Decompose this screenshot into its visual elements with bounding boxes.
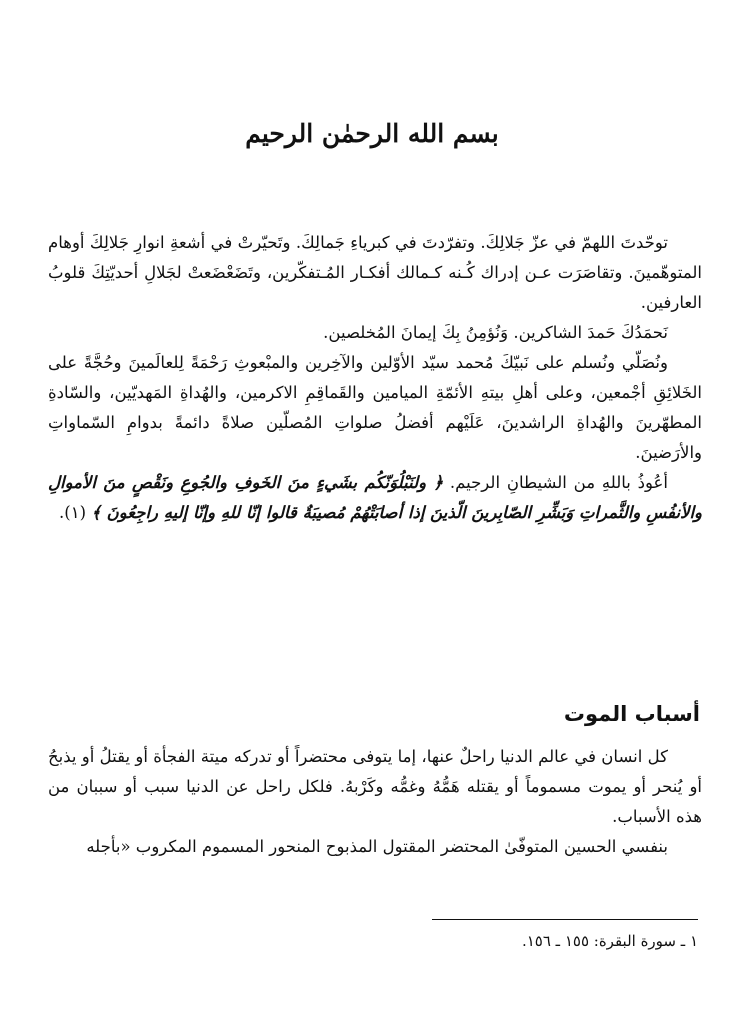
praise-paragraph: نَحمَدُكَ حَمدَ الشاكرين. وَنُؤمِنُ بِكَ إيمانَ المُخلصين. bbox=[323, 323, 668, 342]
section-heading: أسباب الموت bbox=[563, 702, 700, 726]
salutation-paragraph: ونُصَلّي ونُسلم على نَبيّكَ مُحمد سيّد الأوّلين والآخِرين والمبْعوثِ رَحْمَةً لِلعالَمينَ وحُجَّةً على الخَلائِقِ أجْمعين، وعلى أهلِ بيتهِ الأئمّةِ الميامين والقَماقِمِ الاكرمين، والهُداةِ المَهديّين، والسّادةِ المطهّرينَ والهُداةِ الراشدينَ، عَلَيْهم أفضلُ صلواتِ المُصلّين صلاةً دائمةً بدوامِ السّماواتِ والأرَضينَ. bbox=[48, 353, 702, 462]
hussain-paragraph: بنفسي الحسين المتوفّىٰ المحتضر المقتول المذبوح المنحور المسموم المكروب «بأجله bbox=[86, 837, 668, 856]
quran-verse: ﴿ ولنَبْلُوَنّكُم بشَيءٍ منَ الخَوفِ والجُوعِ ونَقْصٍ منَ الأموالِ والأنفُسِ والثَّمراتِ وَبَشِّرِ الصّابِرينَ الّذينَ إذا أصابَتْهُمْ مُصيبَةٌ قالوا إنّا للهِ وإنّا إليهِ راجِعُونَ ﴾ bbox=[48, 473, 702, 522]
footnote-reference: (١). bbox=[59, 503, 86, 522]
opening-praise-paragraph: توحّدتَ اللهمّ في عزّ جَلالِكَ. وتفرّدتَ في كبرياءِ جَمالِكَ. وتَحيّرتْ في أشعةِ انوارِ جَلالِكَ أوهام المتوهّمينَ. وتقاصَرَت عـن إدراك كُـنه كـمالك أفكـار المُـتفكّرين، وتَضَعْضَعتْ لجَلالِ أحديّتِكَ قلوبُ العارفين. bbox=[48, 233, 702, 312]
quran-paragraph bbox=[48, 468, 702, 528]
footnote: ١ ـ سورة البقرة: ١٥٥ ـ ١٥٦. bbox=[521, 932, 698, 950]
causes-paragraph: كل انسان في عالم الدنيا راحلٌ عنها، إما يتوفى محتضراً أو تدركه ميتة الفجأة أو يقتلُ أو يذبحُ أو يُنحر أو يموت مسموماً أو يقتله هَمُّهُ وغمُّه وكَرْبهُ. فلكل راحل عن الدنيا سبب أو سببان من هذه الأسباب. bbox=[48, 747, 702, 826]
isti-adha-text: أعُوذُ باللهِ من الشيطانِ الرجيم. bbox=[449, 473, 668, 492]
section-text-block bbox=[48, 742, 702, 862]
footnote-divider bbox=[432, 919, 698, 920]
basmala-title: بسم الله الرحمٰن الرحيم bbox=[245, 119, 499, 148]
intro-text-block bbox=[48, 228, 702, 528]
